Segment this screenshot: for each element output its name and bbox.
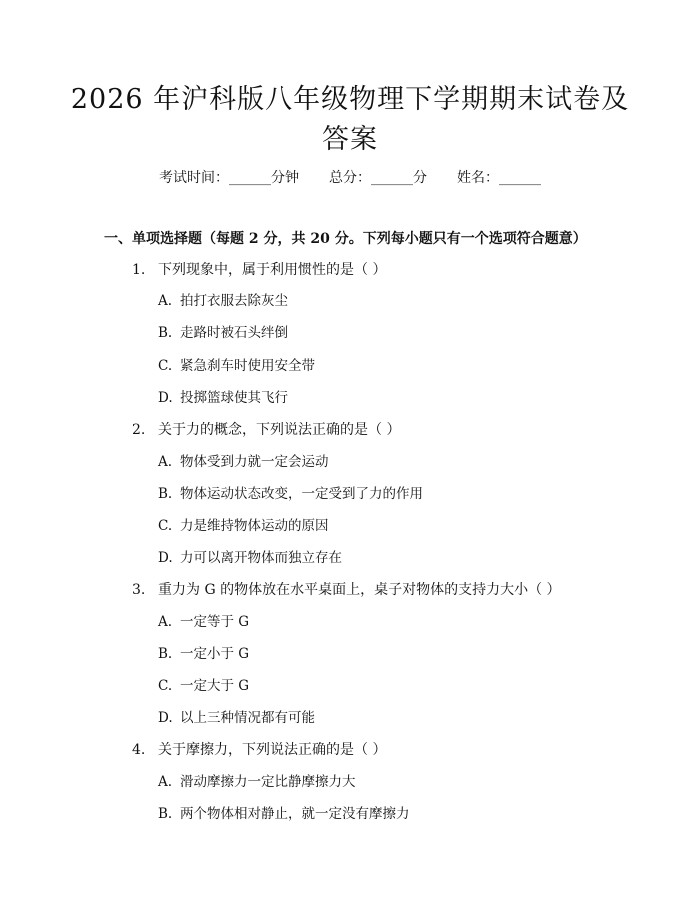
- option-1d: [158, 388, 288, 408]
- option-text: 拍打衣服去除灰尘: [180, 293, 288, 309]
- option-text: 以上三种情况都有可能: [180, 710, 315, 726]
- option-2c: [158, 516, 329, 536]
- option-label: B.: [158, 325, 173, 341]
- section-heading-single-choice: 一、单项选择题（每题 2 分，共 20 分。下列每小题只有一个选项符合题意）: [104, 231, 587, 247]
- question-text: 重力为 G 的物体放在水平桌面上，桌子对物体的支持力大小（ ）: [158, 582, 561, 598]
- option-text: 走路时被石头绊倒: [180, 325, 288, 341]
- question-2: [132, 420, 400, 440]
- option-text: 一定小于 G: [180, 646, 250, 662]
- exam-meta: [0, 168, 700, 188]
- option-label: B.: [158, 646, 173, 662]
- option-label: A.: [158, 454, 173, 470]
- option-text: 力是维持物体运动的原因: [180, 518, 329, 534]
- option-text: 一定大于 G: [180, 678, 250, 694]
- option-text: 两个物体相对静止，就一定没有摩擦力: [180, 806, 410, 822]
- option-label: A.: [158, 774, 173, 790]
- option-text: 紧急刹车时使用安全带: [180, 358, 315, 374]
- option-3c: [158, 676, 249, 696]
- option-4b: [158, 804, 410, 824]
- question-number: 1.: [132, 262, 146, 278]
- question-number: 4.: [132, 742, 146, 758]
- option-label: D.: [158, 710, 173, 726]
- option-label: A.: [158, 293, 173, 309]
- option-label: D.: [158, 550, 173, 566]
- option-text: 投掷篮球使其飞行: [180, 390, 288, 406]
- exam-time: 考试时间：______分钟: [159, 170, 299, 186]
- option-1a: [158, 291, 288, 311]
- question-number: 3.: [132, 582, 146, 598]
- question-text: 关于力的概念，下列说法正确的是（ ）: [158, 422, 401, 438]
- option-text: 物体受到力就一定会运动: [180, 454, 329, 470]
- option-text: 滑动摩擦力一定比静摩擦力大: [180, 774, 356, 790]
- option-1c: [158, 356, 315, 376]
- option-1b: [158, 323, 288, 343]
- option-2d: [158, 548, 342, 568]
- exam-title-line-2: 答案: [322, 124, 378, 155]
- question-text: 关于摩擦力，下列说法正确的是（ ）: [158, 742, 387, 758]
- option-2b: [158, 484, 423, 504]
- option-label: C.: [158, 518, 173, 534]
- option-3a: [158, 612, 249, 632]
- option-label: B.: [158, 806, 173, 822]
- option-label: C.: [158, 678, 173, 694]
- question-text: 下列现象中，属于利用惯性的是（ ）: [158, 262, 387, 278]
- option-label: A.: [158, 614, 173, 630]
- question-number: 2.: [132, 422, 146, 438]
- option-label: D.: [158, 390, 173, 406]
- question-1: [132, 260, 386, 280]
- option-text: 一定等于 G: [180, 614, 250, 630]
- option-text: 物体运动状态改变，一定受到了力的作用: [180, 486, 423, 502]
- exam-total-score: 总分：______分: [329, 170, 427, 186]
- option-4a: [158, 772, 356, 792]
- option-label: B.: [158, 486, 173, 502]
- student-name: 姓名：______: [457, 170, 541, 186]
- option-label: C.: [158, 358, 173, 374]
- question-3: [132, 580, 561, 600]
- question-4: [132, 740, 386, 760]
- option-3b: [158, 644, 249, 664]
- option-2a: [158, 452, 329, 472]
- exam-title-line-1: 2026 年沪科版八年级物理下学期期末试卷及: [70, 84, 630, 115]
- option-3d: [158, 708, 315, 728]
- option-text: 力可以离开物体而独立存在: [180, 550, 342, 566]
